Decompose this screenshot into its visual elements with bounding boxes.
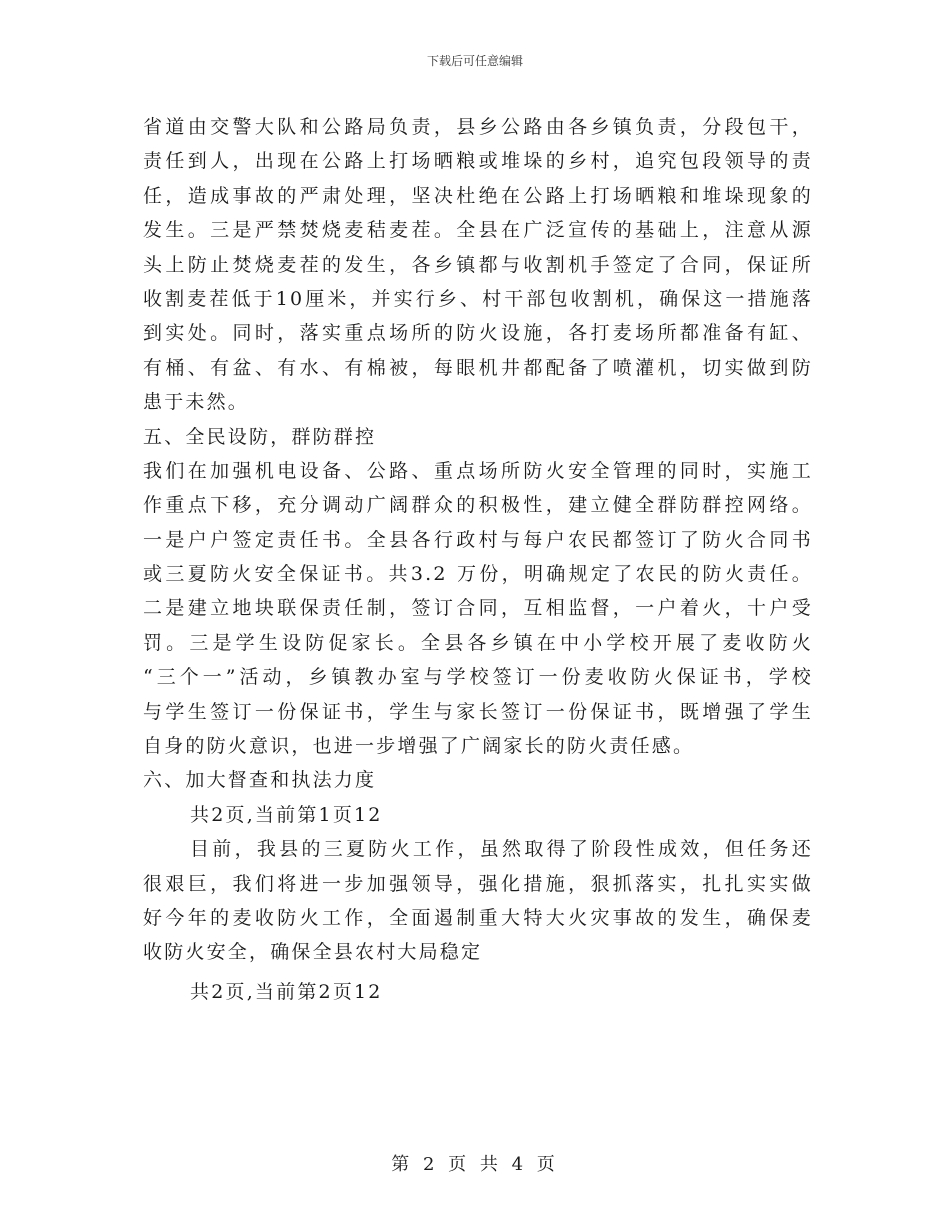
text-line: 很艰巨，我们将进一步加强领导，强化措施，狠抓落实，扎扎实实做 (143, 872, 813, 895)
text-line: 到实处。同时，落实重点场所的防火设施，各打麦场所都准备有缸、 (143, 322, 813, 345)
text-line: 责任到人，出现在公路上打场晒粮或堆垛的乡村，追究包段领导的责 (143, 150, 813, 173)
text-line: 收割麦茬低于10厘米，并实行乡、村干部包收割机，确保这一措施落 (143, 287, 813, 310)
text-line: 任，造成事故的严肃处理，坚决杜绝在公路上打场晒粮和堆垛现象的 (143, 184, 813, 207)
text-line: 头上防止焚烧麦茬的发生，各乡镇都与收割机手签定了合同，保证所 (143, 253, 813, 276)
text-line: 省道由交警大队和公路局负责，县乡公路由各乡镇负责，分段包干， (143, 116, 813, 138)
text-line: 好今年的麦收防火工作，全面遏制重大特大火灾事故的发生，确保麦 (143, 906, 813, 929)
text-line: 作重点下移，充分调动广阔群众的积极性，建立健全群防群控网络。 (143, 494, 813, 517)
text-line: 罚。三是学生设防促家长。全县各乡镇在中小学校开展了麦收防火 (143, 631, 813, 654)
text-line: 五、全民设防，群防群控 (143, 425, 377, 448)
page-header-note: 下载后可任意编辑 (426, 54, 523, 68)
text-line: “三个一”活动，乡镇教办室与学校签订一份麦收防火保证书，学校 (143, 666, 813, 689)
text-line: 有桶、有盆、有水、有棉被，每眼机井都配备了喷灌机，切实做到防 (143, 356, 813, 379)
text-line: 患于未然。 (143, 391, 250, 414)
text-line: 二是建立地块联保责任制，签订合同，互相监督，一户着火，十户受 (143, 597, 813, 620)
document-body (143, 110, 813, 1009)
text-line: 我们在加强机电设备、公路、重点场所防火安全管理的同时，实施工 (143, 459, 813, 482)
text-line: 共2页,当前第2页12 (190, 980, 383, 1003)
text-line: 收防火安全，确保全县农村大局稳定 (143, 941, 483, 964)
text-line: 目前，我县的三夏防火工作，虽然取得了阶段性成效，但任务还 (190, 838, 813, 861)
text-line: 一是户户签定责任书。全县各行政村与每户农民都签订了防火合同书 (143, 528, 813, 551)
page-footer-number: 第 2 页 共 4 页 (391, 1154, 559, 1175)
text-line: 自身的防火意识，也进一步增强了广阔家长的防火责任感。 (143, 735, 695, 758)
text-line: 六、加大督查和执法力度 (143, 769, 377, 792)
text-line: 共2页,当前第1页12 (190, 803, 383, 826)
text-line: 或三夏防火安全保证书。共3.2 万份，明确规定了农民的防火责任。 (143, 563, 813, 586)
text-line: 与学生签订一份保证书，学生与家长签订一份保证书，既增强了学生 (143, 700, 813, 723)
text-line: 发生。三是严禁焚烧麦秸麦茬。全县在广泛宣传的基础上，注意从源 (143, 219, 813, 242)
